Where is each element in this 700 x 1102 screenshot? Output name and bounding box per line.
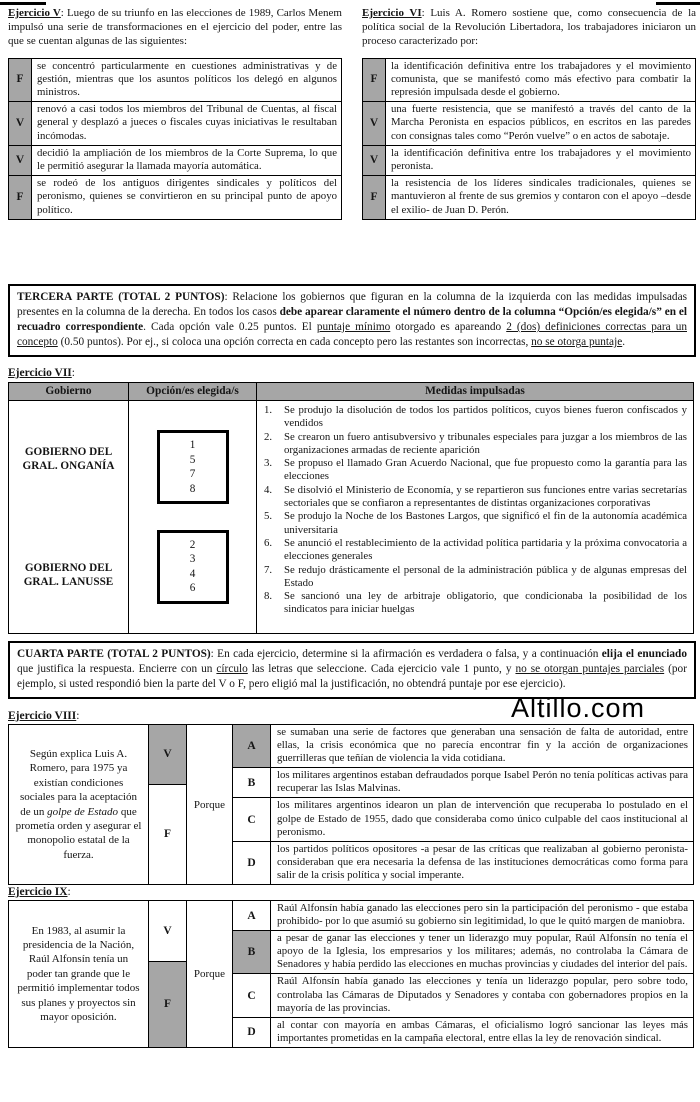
vf-true-cell: V <box>149 725 186 785</box>
justification-row <box>233 798 693 841</box>
option-letter-cell: B <box>233 768 271 797</box>
tercera-text: . <box>622 336 626 349</box>
gobierno-line: GOBIERNO DEL <box>24 446 113 458</box>
option-text-cell: los militares argentinos idearon un plan de intervención que recuperaba lo postulado en el golpe de Estado de 1955, dado que consideraba como único culpable del caos institucional al peronismo. <box>277 799 688 838</box>
statement-text <box>15 747 142 862</box>
medida-text: Se disolvió el Ministerio de Economía, y se repartieron sus funciones entre varias secretarías sectoriales que se confiaron a representantes de distintas organizaciones corporativas <box>284 483 687 510</box>
tercera-text: : Relacione los gobiernos que figuran en la columna de la izquierda con las medidas impulsadas presentes en la columna de la derecha. En todos los casos <box>17 291 687 319</box>
medida-text: Se produjo la disolución de todos los partidos políticos, cuyos bienes fueron confiscados y vendidos <box>284 404 687 430</box>
vf-mark-cell: V <box>9 145 32 175</box>
statement-pre: Según explica Luis A. Romero, para 1975 ya existían condiciones sociales para la aceptación de un <box>20 747 137 818</box>
opciones-header-cell: Opción/es elegida/s <box>129 383 257 400</box>
gobierno-ongania-label <box>9 401 128 517</box>
tercera-text: (0.50 puntos). Por ej., si coloca una opción correcta en cada concepto pero las restantes son incorrectas, <box>57 336 532 349</box>
vf-mark-cell: F <box>363 58 386 102</box>
justification-row <box>233 842 693 884</box>
opcion-number: 8 <box>189 482 196 495</box>
gobierno-line: GOBIERNO DEL <box>24 562 113 574</box>
corner-mark-right <box>656 2 700 5</box>
medida-item <box>257 404 690 431</box>
vf-false-cell: F <box>149 962 186 1047</box>
cuarta-text: que justifica la respuesta. Encierre con un <box>17 663 217 676</box>
ejercicio-8-colon: : <box>76 710 80 722</box>
option-letter-cell: A <box>233 725 271 767</box>
justification-row <box>233 931 693 974</box>
option-letter-cell: C <box>233 798 271 840</box>
justification-column <box>233 901 693 1047</box>
vf-text-cell: la resistencia de los líderes sindicales tradicionales, quienes se mantuvieron al frente de sus gremios y contaron con el apoyo –desde el exilio- de Juan D. Perón. <box>386 176 696 220</box>
option-text-cell: Raúl Alfonsín había ganado las elecciones y tenía un liderazgo popular, pero sobre todo, controlaba las Cámaras de Diputados y Senadores y contaba con gobernadores propios en la mayoría de las provincias. <box>277 975 688 1014</box>
cuarta-text-underline: no se otorgan puntajes parciales <box>515 663 665 676</box>
table-row <box>363 102 696 146</box>
vf-text-cell: se rodeó de los antiguos dirigentes sindicales y políticos del peronismo, quienes se convirtieron en su principal punto de apoyo político. <box>32 176 342 220</box>
vf-text-cell: la identificación definitiva entre los trabajadores y el movimiento peronista. <box>386 145 696 175</box>
table-row <box>9 145 342 175</box>
cuarta-text: las letras que seleccione. Cada ejercicio vale 1 punto, y <box>247 663 516 676</box>
tercera-text: . Cada opción vale 0.25 puntos. El <box>143 321 317 334</box>
tercera-text-underline: no se otorga puntaje <box>531 336 623 349</box>
ejercicio-9-title: Ejercicio IX <box>8 886 68 898</box>
statement-italic: golpe de Estado <box>47 805 119 818</box>
gobierno-lanusse-label <box>9 517 128 633</box>
justification-row <box>233 974 693 1017</box>
medida-number: 1. <box>264 404 273 416</box>
ejercicio-7-table <box>8 382 694 634</box>
option-letter-cell: B <box>233 931 271 973</box>
gobierno-header-cell: Gobierno <box>9 383 129 400</box>
ejercicio-6-intro-text: : Luis A. Romero sostiene que, como consecuencia de la política social de la Revolución Libertadora, los trabajadores iniciaron un proceso caracterizado por: <box>362 7 697 48</box>
medida-number: 5. <box>264 510 273 523</box>
table-row <box>9 58 342 102</box>
tercera-text-underline: 2 (dos) definiciones correctas para un concepto <box>17 321 687 349</box>
opcion-number: 1 <box>189 439 196 452</box>
tercera-text: otorgado es apareando <box>390 321 507 334</box>
medida-text: Se produjo la Noche de los Bastones Largos, que significó el fin de la autonomía académica universitaria <box>284 510 687 536</box>
cuarta-text: (por ejemplo, si usted respondió bien la parte del V o F, pero eligió mal la justificación, no obtendrá puntaje por ese ejercicio). <box>17 663 687 691</box>
ejercicio-5-title: Ejercicio V <box>8 7 61 19</box>
medida-number: 4. <box>264 483 273 496</box>
porque-cell: Porque <box>187 901 233 1047</box>
medida-text: Se redujo drásticamente el personal de la administración pública y de algunas empresas del Estado <box>284 563 687 589</box>
justification-row <box>233 1018 693 1047</box>
altillo-watermark: Altillo.com <box>511 693 646 723</box>
option-text-cell: a pesar de ganar las elecciones y tener un liderazgo muy popular, Raúl Alfonsín no tenía el apoyo de la Iglesia, los empresarios y los militares; además, no controlaba la Cámara de Senadores y había perdido las elecciones en muchas provincias y ciudades del interior del país. <box>277 932 688 971</box>
medida-item <box>257 537 690 564</box>
vf-mark-cell: F <box>9 176 32 220</box>
option-letter-cell: D <box>233 1018 271 1047</box>
ejercicio-7-label <box>8 367 75 379</box>
ejercicio-6-title: Ejercicio VI <box>362 7 422 19</box>
ejercicio-8-label <box>8 710 79 722</box>
ejercicio-7-title: Ejercicio VII <box>8 367 72 379</box>
vf-column <box>149 901 187 1047</box>
medida-item <box>257 484 690 511</box>
ejercicio-6-table <box>362 58 696 220</box>
vf-mark-cell: F <box>363 176 386 220</box>
medida-text: Se crearon un fuero antisubversivo y tribunales especiales para juzgar a los miembros de las organizaciones armadas de reciente aparición <box>284 430 687 456</box>
medida-item <box>257 431 690 458</box>
medida-number: 3. <box>264 457 273 470</box>
ejercicio-9-colon: : <box>67 886 71 898</box>
cuarta-text-bold: elija el enunciado <box>601 648 687 660</box>
medida-number: 6. <box>264 536 273 549</box>
ejercicio-8-title: Ejercicio VIII <box>8 710 77 722</box>
statement-cell <box>9 725 149 884</box>
tercera-parte-box <box>8 284 696 357</box>
ejercicio-8-table <box>8 724 694 885</box>
option-text-cell: se sumaban una serie de factores que generaban una sensación de falta de autoridad, entre ellas, la crisis económica que no parecía encontrar fin y la acción de organizaciones guerrilleras que teñían de violencia la vida cotidiana. <box>277 726 688 765</box>
option-text-cell: los militares argentinos estaban defraudados porque Isabel Perón no tenía políticas activas para recuperar las Islas Malvinas. <box>277 769 688 795</box>
vf-column <box>149 725 187 884</box>
option-text-cell: los partidos políticos opositores -a pesar de las críticas que realizaban al gobierno peronista- consideraban que era necesaria la defensa de las instituciones democráticas como forma para salir de la crisis política y social imperante. <box>277 842 688 881</box>
ejercicio-6-section <box>362 6 696 220</box>
corner-mark-left <box>0 2 46 5</box>
option-letter-cell: D <box>233 842 271 884</box>
statement-text <box>15 924 142 1025</box>
table-row <box>9 176 342 220</box>
ejercicio-5-table <box>8 58 342 220</box>
medida-text: Se anunció el restablecimiento de la actividad política partidaria y la próxima convocatoria a elecciones generales <box>284 536 687 563</box>
ejercicio-9-table <box>8 900 694 1048</box>
table-row <box>363 58 696 102</box>
cuarta-text: : En cada ejercicio, determine si la afirmación es verdadera o falsa, y a continuación <box>210 648 602 660</box>
vf-text-cell: la identificación definitiva entre los trabajadores y el movimiento comunista, que se manifestó como más efectivo para combatir la represión impulsada desde el gobierno. <box>386 58 696 102</box>
vf-text-cell: una fuerte resistencia, que se manifestó a través del canto de la Marcha Peronista en espacios públicos, en escritos en las paredes con consignas tales como “Perón vuelve” o en actos de sabotaje. <box>386 102 696 146</box>
table-row <box>363 145 696 175</box>
justification-row <box>233 901 693 931</box>
medida-item <box>257 510 690 537</box>
medida-item <box>257 457 690 484</box>
vf-text-cell: decidió la ampliación de los miembros de la Corte Suprema, lo que le permitió asegurar la llamada mayoría automática. <box>32 145 342 175</box>
medida-item <box>257 590 690 617</box>
ejercicio-5-section <box>8 6 342 220</box>
gobierno-line: GRAL. ONGANÍA <box>22 460 115 472</box>
medida-number: 8. <box>264 590 273 603</box>
tercera-parte-heading: TERCERA PARTE (TOTAL 2 PUNTOS) <box>17 291 225 303</box>
section-ejercicios-5-6 <box>8 6 696 220</box>
statement-post: que prometía orden y asegurar el monopolio estatal de la fuerza. <box>15 805 142 861</box>
justification-row <box>233 725 693 768</box>
cuarta-text-underline: círculo <box>216 663 248 676</box>
gobierno-column <box>9 401 129 633</box>
opcion-number: 3 <box>189 553 196 566</box>
vf-true-cell: V <box>149 901 186 962</box>
opcion-number: 6 <box>189 582 196 595</box>
option-text-cell: al contar con mayoría en ambas Cámaras, el oficialismo logró sancionar las leyes más importantes prometidas en la campaña electoral, entre ellas la ley de renovación sindical. <box>277 1018 688 1044</box>
statement-cell <box>9 901 149 1047</box>
table-row <box>9 102 342 146</box>
gobierno-line: GRAL. LANUSSE <box>23 576 114 588</box>
tercera-text-underline: puntaje mínimo <box>316 321 391 334</box>
medida-number: 2. <box>264 430 273 443</box>
ejercicio-7-colon: : <box>71 367 75 379</box>
vf-text-cell: renovó a casi todos los miembros del Tribunal de Cuentas, al fiscal general y desplazó a jueces o fiscales cuyas iniciativas le resultaban incómodas. <box>32 102 342 146</box>
justification-column <box>233 725 693 884</box>
justification-row <box>233 768 693 798</box>
table-row <box>363 176 696 220</box>
vf-mark-cell: V <box>9 102 32 146</box>
ejercicio-6-intro <box>362 6 696 49</box>
option-letter-cell: C <box>233 974 271 1016</box>
vf-false-cell: F <box>163 828 172 841</box>
option-text-cell: Raúl Alfonsín había ganado las elecciones pero sin la participación del peronismo - que estaba prohibido- por lo que asumió su gobierno sin legitimidad, lo que le quitó margen de maniobra. <box>277 902 688 928</box>
opciones-column <box>129 401 257 633</box>
option-letter-cell: A <box>233 901 271 930</box>
cuarta-parte-heading: CUARTA PARTE (TOTAL 2 PUNTOS) <box>17 648 211 660</box>
vf-text-cell: se concentró particularmente en cuestiones administrativas y de gestión, mientras que los asuntos políticos los delegó en algunos ministros. <box>32 58 342 102</box>
medida-item <box>257 564 690 591</box>
medida-text: Se sancionó una ley de arbitraje obligatorio, que condicionaba la posibilidad de los sindicatos para iniciar huelgas <box>284 590 687 616</box>
medida-text: Se propuso el llamado Gran Acuerdo Nacional, que fue propuesto como la garantía para las elecciones <box>284 457 687 483</box>
opcion-number: 5 <box>189 453 196 466</box>
statement-pre: En 1983, al asumir la presidencia de la Nación, Raúl Alfonsín tenía un poder tan grande que le permitió implementar todos sus planes y proyectos sin mayor oposición. <box>17 924 140 1023</box>
opcion-number: 7 <box>189 468 196 481</box>
ejercicio-7-body <box>9 401 693 633</box>
cuarta-parte-box <box>8 641 696 699</box>
medidas-column <box>257 401 693 633</box>
opcion-number: 4 <box>189 567 196 580</box>
vf-mark-cell: V <box>363 145 386 175</box>
ejercicio-9-label <box>8 886 71 898</box>
vf-mark-cell: V <box>363 102 386 146</box>
medidas-header-cell: Medidas impulsadas <box>425 385 525 397</box>
ejercicio-7-header-row <box>9 383 693 401</box>
porque-cell: Porque <box>187 725 233 884</box>
medida-number: 7. <box>264 563 273 576</box>
opcion-number: 2 <box>189 538 196 551</box>
opciones-lanusse-box <box>157 530 229 604</box>
vf-mark-cell: F <box>9 58 32 102</box>
tercera-text-bold: debe aparear claramente el número dentro de la columna “Opción/es elegida/s” en el recuadro correspondiente <box>17 306 688 334</box>
ejercicio-5-intro-text: : Luego de su triunfo en las elecciones de 1989, Carlos Menem impulsó una serie de transformaciones en el ejercicio del poder, entre las que se cuentan algunas de las siguientes: <box>8 7 342 48</box>
ejercicio-5-intro <box>8 6 342 49</box>
opciones-ongania-box <box>157 430 229 504</box>
